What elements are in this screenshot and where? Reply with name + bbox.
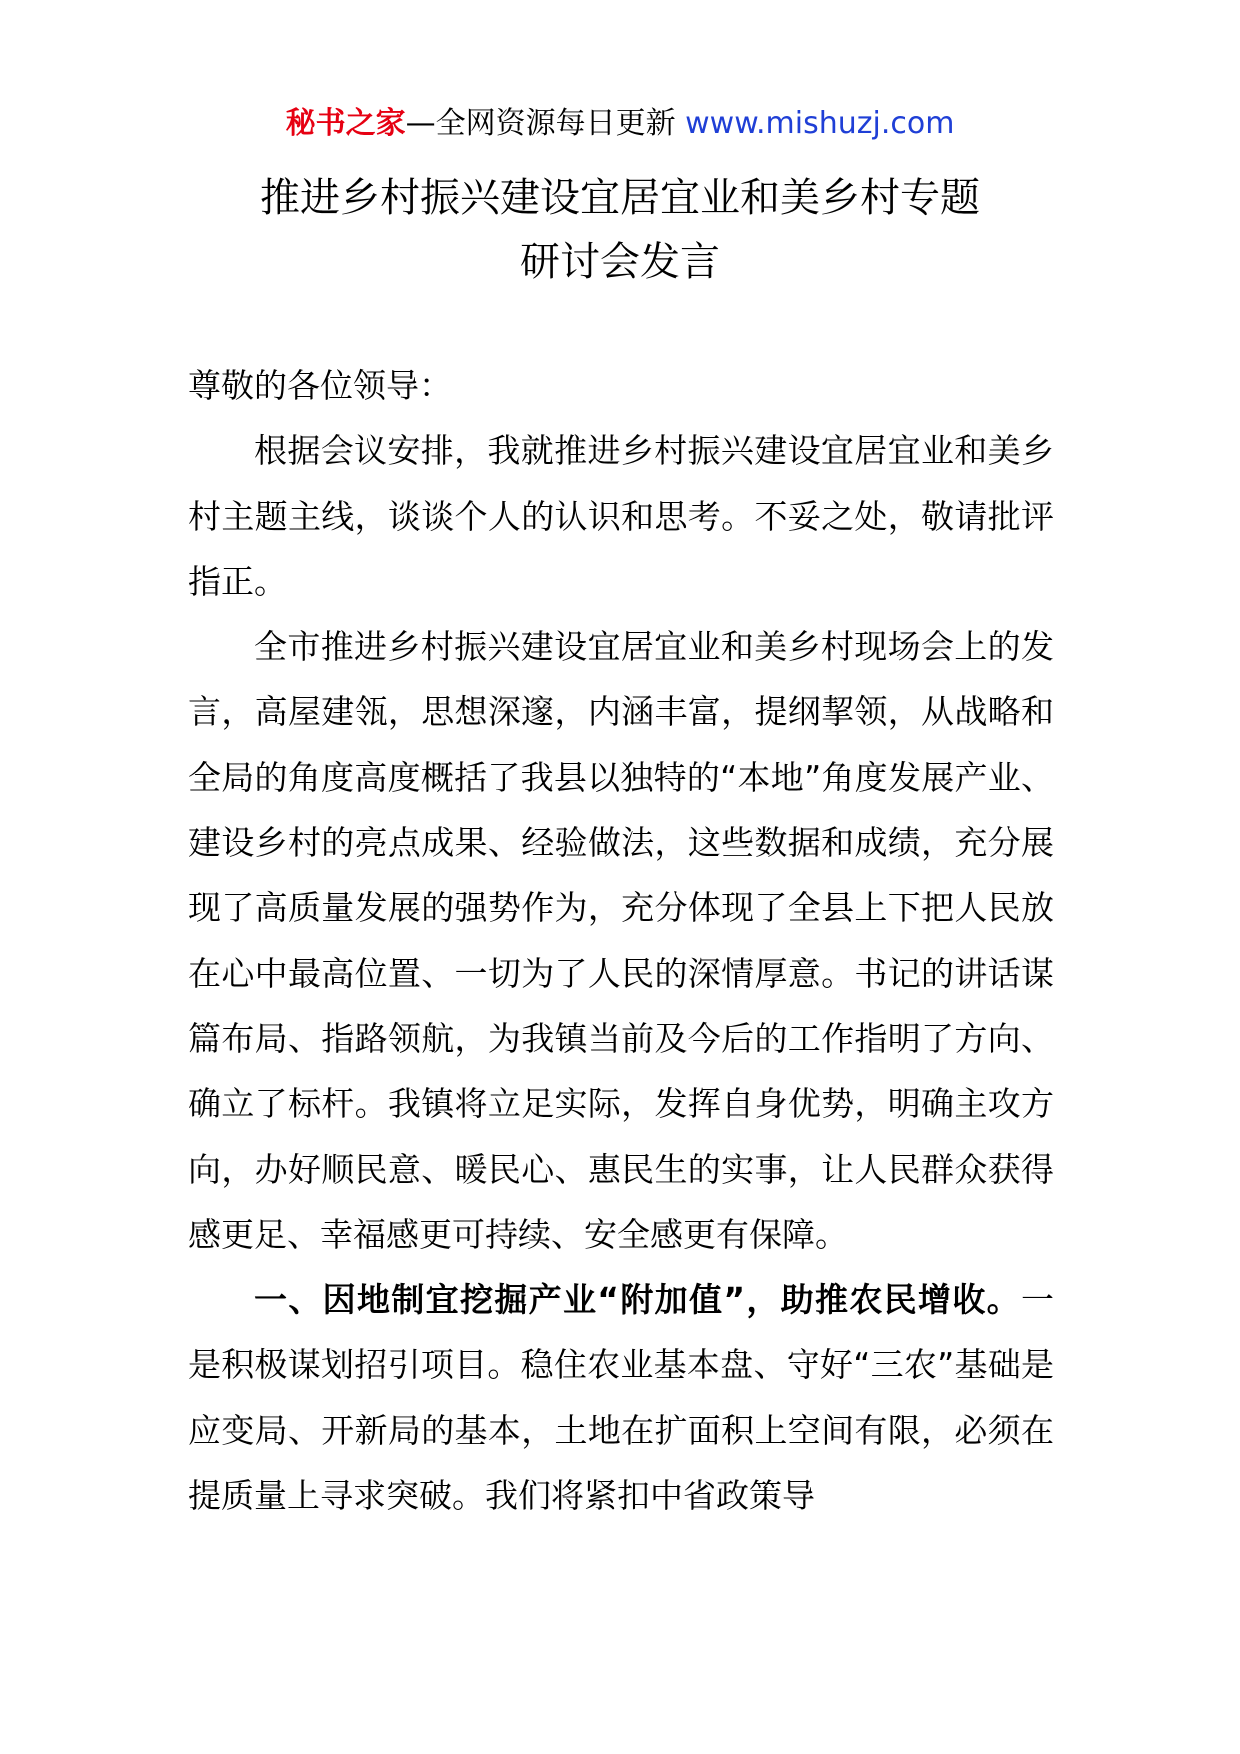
paragraph-section-1 <box>188 1267 1054 1528</box>
site-url-link[interactable]: www.mishuzj.com <box>685 106 955 141</box>
header-tagline: —全网资源每日更新 <box>405 106 686 141</box>
document-body <box>188 353 1054 1528</box>
brand-name: 秘书之家 <box>285 106 406 141</box>
title-line-2: 研讨会发言 <box>520 239 720 285</box>
section-heading-1: 一、因地制宜挖掘产业“附加值”，助推农民增收。 <box>254 1280 1021 1320</box>
section-text-1: 一是积极谋划招引项目。稳住农业基本盘、守好“三农”基础是应变局、开新局的基本，土地在扩面积上空间有限，必须在提质量上寻求突破。我们将紧扣中省政策导 <box>188 1280 1054 1516</box>
salutation: 尊敬的各位领导： <box>188 366 452 405</box>
document-title <box>0 166 1240 294</box>
paragraph-intro: 根据会议安排，我就推进乡村振兴建设宜居宜业和美乡村主题主线，谈谈个人的认识和思考。不妥之处，敬请批评指正。 <box>188 431 1054 601</box>
title-line-1: 推进乡村振兴建设宜居宜业和美乡村专题 <box>260 175 980 221</box>
paragraph-main: 全市推进乡村振兴建设宜居宜业和美乡村现场会上的发言，高屋建瓴，思想深邃，内涵丰富，提纲挈领，从战略和全局的角度高度概括了我县以独特的“本地”角度发展产业、建设乡村的亮点成果、经验做法，这些数据和成绩，充分展现了高质量发展的强势作为，充分体现了全县上下把人民放在心中最高位置、一切为了人民的深情厚意。书记的讲话谋篇布局、指路领航，为我镇当前及今后的工作指明了方向、确立了标杆。我镇将立足实际，发挥自身优势，明确主攻方向，办好顺民意、暖民心、惠民生的实事，让人民群众获得感更足、幸福感更可持续、安全感更有保障。 <box>188 627 1054 1254</box>
site-header <box>0 102 1240 146</box>
